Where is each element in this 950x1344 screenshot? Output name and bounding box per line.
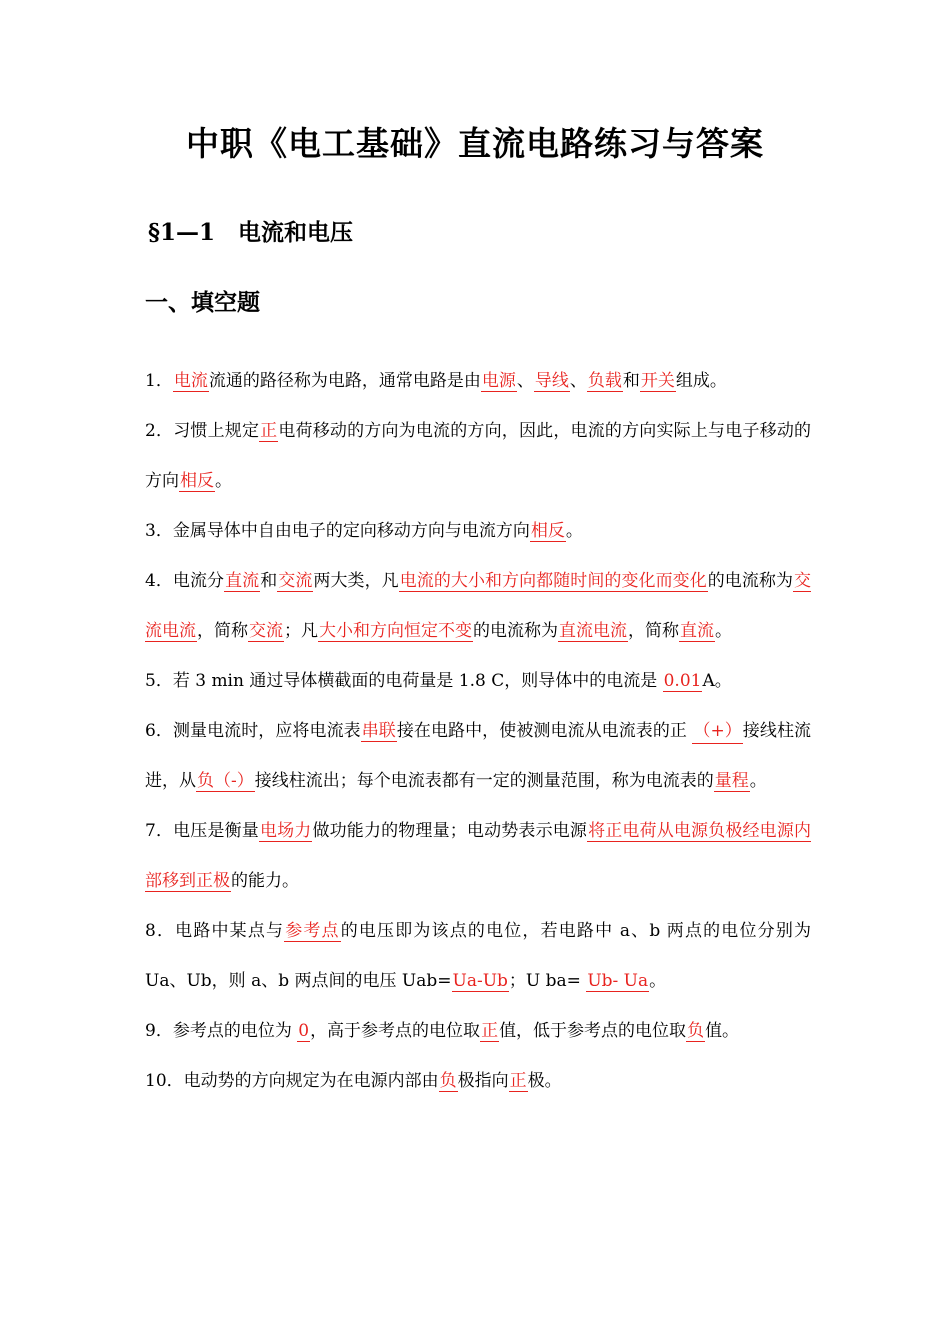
answer-blank: 正 <box>260 421 278 441</box>
answer-blank: 交流电流 <box>145 571 812 641</box>
answer-blank: 直流 <box>680 621 714 641</box>
answer-blank: 量程 <box>714 771 749 791</box>
question-text: ；U ba= <box>508 971 587 991</box>
answer-blank: 电场力 <box>259 821 312 841</box>
question-text: 的电压即为该点的电位，若电路中 a、b 两点的电位分别为 Ua、Ub，则 a、b 两点间的电压 Uab= <box>145 921 811 991</box>
answer-blank: （+） <box>692 719 742 744</box>
answer-blank: 0.01 <box>663 671 702 691</box>
question-text: 流通的路径称为电路，通常电路是由 <box>208 371 481 391</box>
answer-blank: 相反 <box>180 471 214 491</box>
answer-blank: 参考点 <box>285 921 340 941</box>
answer-blank: 0 <box>298 1021 310 1041</box>
question-text: 接线柱流进，从 <box>145 721 812 791</box>
question-text: 接线柱流出；每个电流表都有一定的测量范围，称为电流表的 <box>254 771 714 791</box>
question-text: ，简称 <box>197 621 248 641</box>
question-text: 。 <box>565 521 583 541</box>
question-item <box>145 406 811 506</box>
question-text: 、 <box>569 371 587 391</box>
question-text: 做功能力的物理量；电动势表示电源 <box>312 821 588 841</box>
question-text: 。 <box>715 621 732 641</box>
subsection-heading: 一、填空题 <box>145 289 260 316</box>
question-item <box>145 906 811 1006</box>
answer-blank: 正 <box>481 1021 499 1041</box>
question-text: 和 <box>622 371 640 391</box>
question-text: A。 <box>702 671 732 691</box>
question-item <box>145 1006 811 1056</box>
question-text: 3．金属导体中自由电子的定向移动方向与电流方向 <box>145 521 530 541</box>
answer-blank: 将正电荷从电源负极经电源内部移到正极 <box>145 821 812 891</box>
question-list <box>145 356 811 1106</box>
question-text: 两大类，凡 <box>313 571 399 591</box>
question-text: 的能力。 <box>231 871 299 891</box>
answer-blank: 开关 <box>640 371 675 391</box>
question-text: 电荷移动的方向为电流的方向，因此，电流的方向实际上与电子移动的方向 <box>145 421 812 491</box>
question-item <box>145 706 811 806</box>
question-text: 接在电路中，使被测电流从电流表的正 <box>396 721 693 741</box>
question-item <box>145 556 811 656</box>
question-text: 6．测量电流时，应将电流表 <box>145 721 361 741</box>
question-text: 的电流称为 <box>707 571 794 591</box>
answer-blank: 相反 <box>530 521 565 541</box>
question-text: 值。 <box>705 1021 740 1041</box>
question-text: 极。 <box>527 1071 562 1091</box>
answer-blank: 电流的大小和方向都随时间的变化而变化 <box>399 571 707 591</box>
question-text: 10．电动势的方向规定为在电源内部由 <box>145 1071 439 1091</box>
answer-blank: 直流电流 <box>559 621 627 641</box>
answer-blank: 负载 <box>587 371 622 391</box>
document-title: 中职《电工基础》直流电路练习与答案 <box>186 124 764 163</box>
answer-blank: 串联 <box>361 721 396 741</box>
section-heading: §1—1 电流和电压 <box>148 219 354 246</box>
question-text: ，高于参考点的电位取 <box>310 1021 481 1041</box>
answer-blank: Ua-Ub <box>452 971 508 991</box>
question-item <box>145 656 811 706</box>
question-text: 7．电压是衡量 <box>145 821 259 841</box>
question-text: 值，低于参考点的电位取 <box>499 1021 687 1041</box>
question-item <box>145 506 811 556</box>
answer-blank: 交流 <box>249 621 283 641</box>
answer-blank: 电流 <box>173 371 208 391</box>
question-text: 2．习惯上规定 <box>145 421 260 441</box>
question-text: 的电流称为 <box>473 621 558 641</box>
question-text: 。 <box>215 471 232 491</box>
question-text: 。 <box>649 971 667 991</box>
answer-blank: 大小和方向恒定不变 <box>319 621 472 641</box>
question-text: 4．电流分 <box>145 571 225 591</box>
question-item <box>145 1056 811 1106</box>
question-text: 5．若 3 min 通过导体横截面的电荷量是 1.8 C，则导体中的电流是 <box>145 671 663 691</box>
question-text: 和 <box>260 571 278 591</box>
answer-blank: Ub- Ua <box>587 971 649 991</box>
question-text: 。 <box>749 771 767 791</box>
answer-blank: 负（-） <box>197 771 254 791</box>
question-item <box>145 356 811 406</box>
question-text: ；凡 <box>284 621 318 641</box>
answer-blank: 正 <box>509 1071 527 1091</box>
answer-blank: 负 <box>439 1071 457 1091</box>
question-text: 8．电路中某点与 <box>145 921 285 941</box>
question-text: 极指向 <box>457 1071 509 1091</box>
answer-blank: 交流 <box>278 571 313 591</box>
question-text: 9．参考点的电位为 <box>145 1021 298 1041</box>
answer-blank: 导线 <box>534 371 569 391</box>
question-text: 组成。 <box>675 371 727 391</box>
answer-blank: 电源 <box>481 371 516 391</box>
question-text: 1． <box>145 371 173 391</box>
question-text: 、 <box>516 371 534 391</box>
question-text: ，简称 <box>628 621 679 641</box>
answer-blank: 直流 <box>225 571 260 591</box>
answer-blank: 负 <box>687 1021 705 1041</box>
question-item <box>145 806 811 906</box>
